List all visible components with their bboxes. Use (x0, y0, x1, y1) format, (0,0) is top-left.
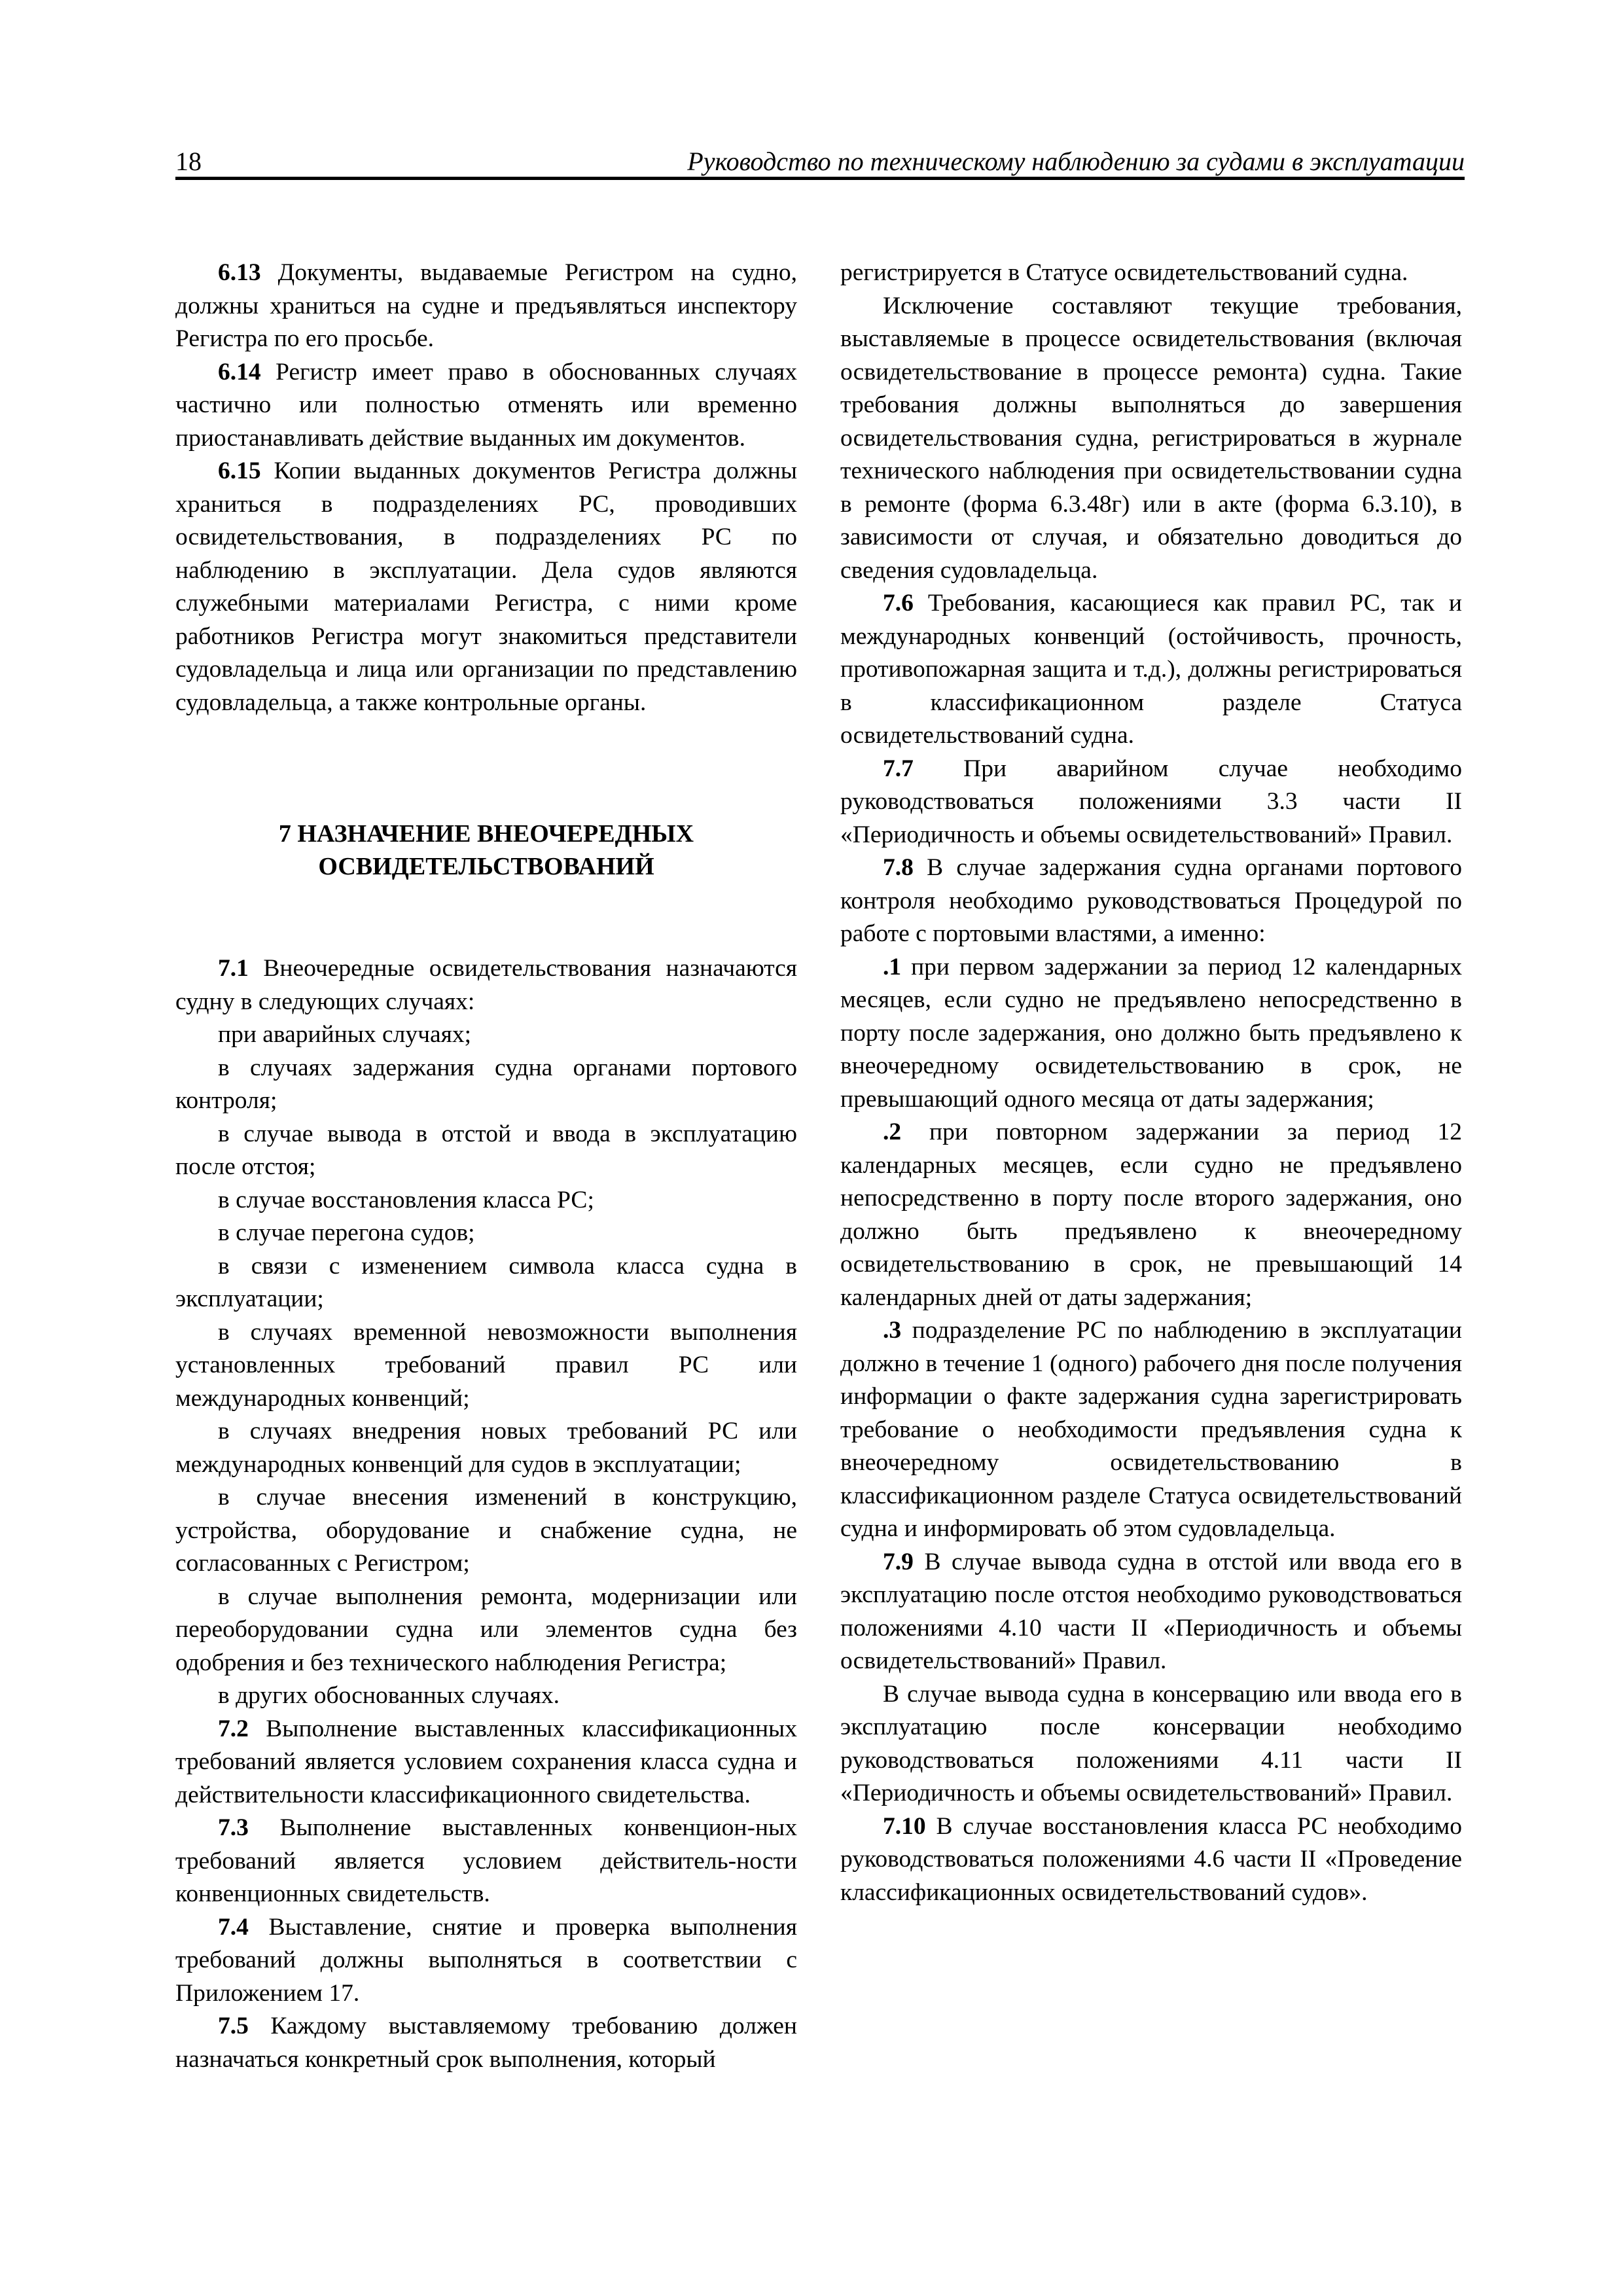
paragraph-text: В случае восстановления класса РС необходимо руководствоваться положениями 4.6 части II «Проведение классификационных освидетельствований судов». (840, 1812, 1462, 1906)
clause-number: 6.14 (218, 358, 261, 386)
list-item: в случае перегона судов; (218, 1219, 475, 1246)
paragraph-7-3 (175, 1812, 797, 1911)
paragraph-text: При аварийном случае необходимо руководствоваться положениями 3.3 части II «Периодичность и объемы освидетельствований» Правил. (840, 755, 1462, 848)
subitem-1 (840, 951, 1462, 1117)
paragraph-text: В случае вывода судна в отстой или ввода его в эксплуатацию после отстоя необходимо руководствоваться положениями 4.10 части II «Периодичность и объемы освидетельствований» Правил. (840, 1548, 1462, 1674)
list-item: в случае внесения изменений в конструкцию, устройства, оборудование и снабжение судна, не согласованных с Регистром; (175, 1484, 797, 1577)
paragraph-text: В случае задержания судна органами портового контроля необходимо руководствоваться Процедурой по работе с портовыми властями, а именно: (840, 854, 1462, 947)
clause-number: 6.15 (218, 457, 261, 484)
paragraph-text: Копии выданных документов Регистра должны храниться в подразделениях РС, проводивших освидетельствования, в подразделениях РС по наблюдению в эксплуатации. Дела судов являются служебными материалами Регистра, с ними кроме работников Регистра могут знакомиться представители судовладельца и лица или организации по представлению судовладельца, а также контрольные органы. (175, 457, 797, 716)
paragraph-exception: Исключение составляют текущие требования, выставляемые в процессе освидетельствования (включая освидетельствование в процессе ремонта) судна. Такие требования должны выполняться до завершения освидетельствования судна, регистрироваться в журнале технического наблюдения при освидетельствовании судна в ремонте (форма 6.3.48г) или в акте (форма 6.3.10), в зависимости от случая, и обязательно доводиться до сведения судовладельца. (840, 292, 1462, 584)
paragraph-continuation: регистрируется в Статусе освидетельствований судна. (840, 259, 1408, 286)
section-heading (175, 817, 797, 883)
paragraph-text: при первом задержании за период 12 календарных месяцев, если судно не предъявлено непосредственно в порту после задержания, оно должно быть предъявлено к внеочередному освидетельствованию в срок, не превышающий одного месяца от даты задержания; (840, 953, 1462, 1113)
clause-number: 7.2 (218, 1715, 249, 1742)
paragraph-text: подразделение РС по наблюдению в эксплуатации должно в течение 1 (одного) рабочего дня после получения информации о факте задержания судна зарегистрировать требование о необходимости предъявления судна к внеочередному освидетельствованию в классификационном разделе Статуса освидетельствований судна и информировать об этом судовладельца. (840, 1317, 1462, 1542)
header-rule (175, 177, 1465, 180)
subitem-2 (840, 1116, 1462, 1314)
subitem-number: .1 (883, 953, 902, 980)
paragraph-text: при повторном задержании за период 12 календарных месяцев, если судно не предъявлено непосредственно в порту после второго задержания, оно должно быть предъявлено к внеочередному освидетельствованию в срок, не превышающий 14 календарных дней от даты задержания; (840, 1119, 1462, 1311)
subitem-number: .2 (883, 1119, 902, 1145)
paragraph-text: Каждому выставляемому требованию должен назначаться конкретный срок выполнения, который (175, 2013, 797, 2073)
subitem-number: .3 (883, 1317, 902, 1344)
section-heading-line1: 7 НАЗНАЧЕНИЕ ВНЕОЧЕРЕДНЫХ (278, 820, 694, 848)
paragraph-text: Выполнение выставленных конвенцион-ных требований является условием действитель-ности конвенционных свидетельств. (175, 1814, 797, 1907)
left-column (175, 257, 797, 2076)
list-item: в связи с изменением символа класса судна в эксплуатации; (175, 1252, 797, 1312)
clause-number: 7.5 (218, 2013, 249, 2039)
list-item: в случае выполнения ремонта, модернизации или переоборудовании судна или элементов судна без одобрения и без технического наблюдения Регистра; (175, 1583, 797, 1676)
paragraph-text: Требования, касающиеся как правил РС, так и международных конвенций (остойчивость, прочность, противопожарная защита и т.д.), должны регистрироваться в классификационном разделе Статуса освидетельствований судна. (840, 590, 1462, 749)
paragraph-text: Выполнение выставленных классификационных требований является условием сохранения класса судна и действительности классификационного свидетельства. (175, 1715, 797, 1808)
subitem-3 (840, 1314, 1462, 1546)
clause-number: 7.3 (218, 1814, 249, 1841)
paragraph-7-2 (175, 1713, 797, 1812)
clause-number: 7.8 (883, 854, 914, 881)
list-item: в случаях временной невозможности выполнения установленных требований правил РС или международных конвенций; (175, 1318, 797, 1412)
paragraph-conservation: В случае вывода судна в консервацию или ввода его в эксплуатацию после консервации необходимо руководствоваться положениями 4.11 части II «Периодичность и объемы освидетельствований» Правил. (840, 1680, 1462, 1806)
clause-number: 7.10 (883, 1812, 926, 1840)
list-item: в случае вывода в отстой и ввода в эксплуатацию после отстоя; (175, 1120, 797, 1180)
clause-number: 7.9 (883, 1548, 914, 1575)
list-item: в случае восстановления класса РС; (218, 1186, 594, 1213)
running-title: Руководство по техническому наблюдению за судами в эксплуатации (687, 147, 1465, 176)
list-item: в других обоснованных случаях. (218, 1682, 560, 1709)
list-item: в случаях внедрения новых требований РС или международных конвенций для судов в эксплуатации; (175, 1418, 797, 1478)
clause-number: 7.1 (218, 955, 249, 982)
paragraph-7-6 (840, 587, 1462, 753)
paragraph-6-14 (175, 356, 797, 456)
paragraph-6-15 (175, 455, 797, 719)
paragraph-7-10 (840, 1810, 1462, 1910)
list-item: при аварийных случаях; (218, 1021, 472, 1048)
right-column (840, 257, 1462, 1909)
clause-number: 7.7 (883, 755, 914, 782)
paragraph-6-13 (175, 257, 797, 356)
paragraph-7-9 (840, 1546, 1462, 1678)
paragraph-7-7 (840, 753, 1462, 852)
paragraph-text: Выставление, снятие и проверка выполнения требований должны выполняться в соответствии с Приложением 17. (175, 1913, 797, 2007)
section-heading-line2: ОСВИДЕТЕЛЬСТВОВАНИЙ (318, 853, 654, 880)
page-number: 18 (175, 147, 202, 176)
paragraph-7-8 (840, 852, 1462, 951)
clause-number: 7.4 (218, 1913, 249, 1941)
clause-number: 7.6 (883, 590, 914, 617)
paragraph-7-1 (175, 952, 797, 1018)
paragraph-text: Документы, выдаваемые Регистром на судно, должны храниться на судне и предъявляться инспектору Регистра по его просьбе. (175, 259, 797, 352)
page-header (175, 145, 1465, 179)
list-item: в случаях задержания судна органами портового контроля; (175, 1054, 797, 1114)
paragraph-text: Внеочередные освидетельствования назначаются судну в следующих случаях: (175, 955, 797, 1015)
paragraph-text: Регистр имеет право в обоснованных случаях частично или полностью отменять или временно приостанавливать действие выданных им документов. (175, 358, 797, 452)
paragraph-7-5 (175, 2010, 797, 2076)
paragraph-7-4 (175, 1911, 797, 2011)
clause-number: 6.13 (218, 259, 261, 286)
